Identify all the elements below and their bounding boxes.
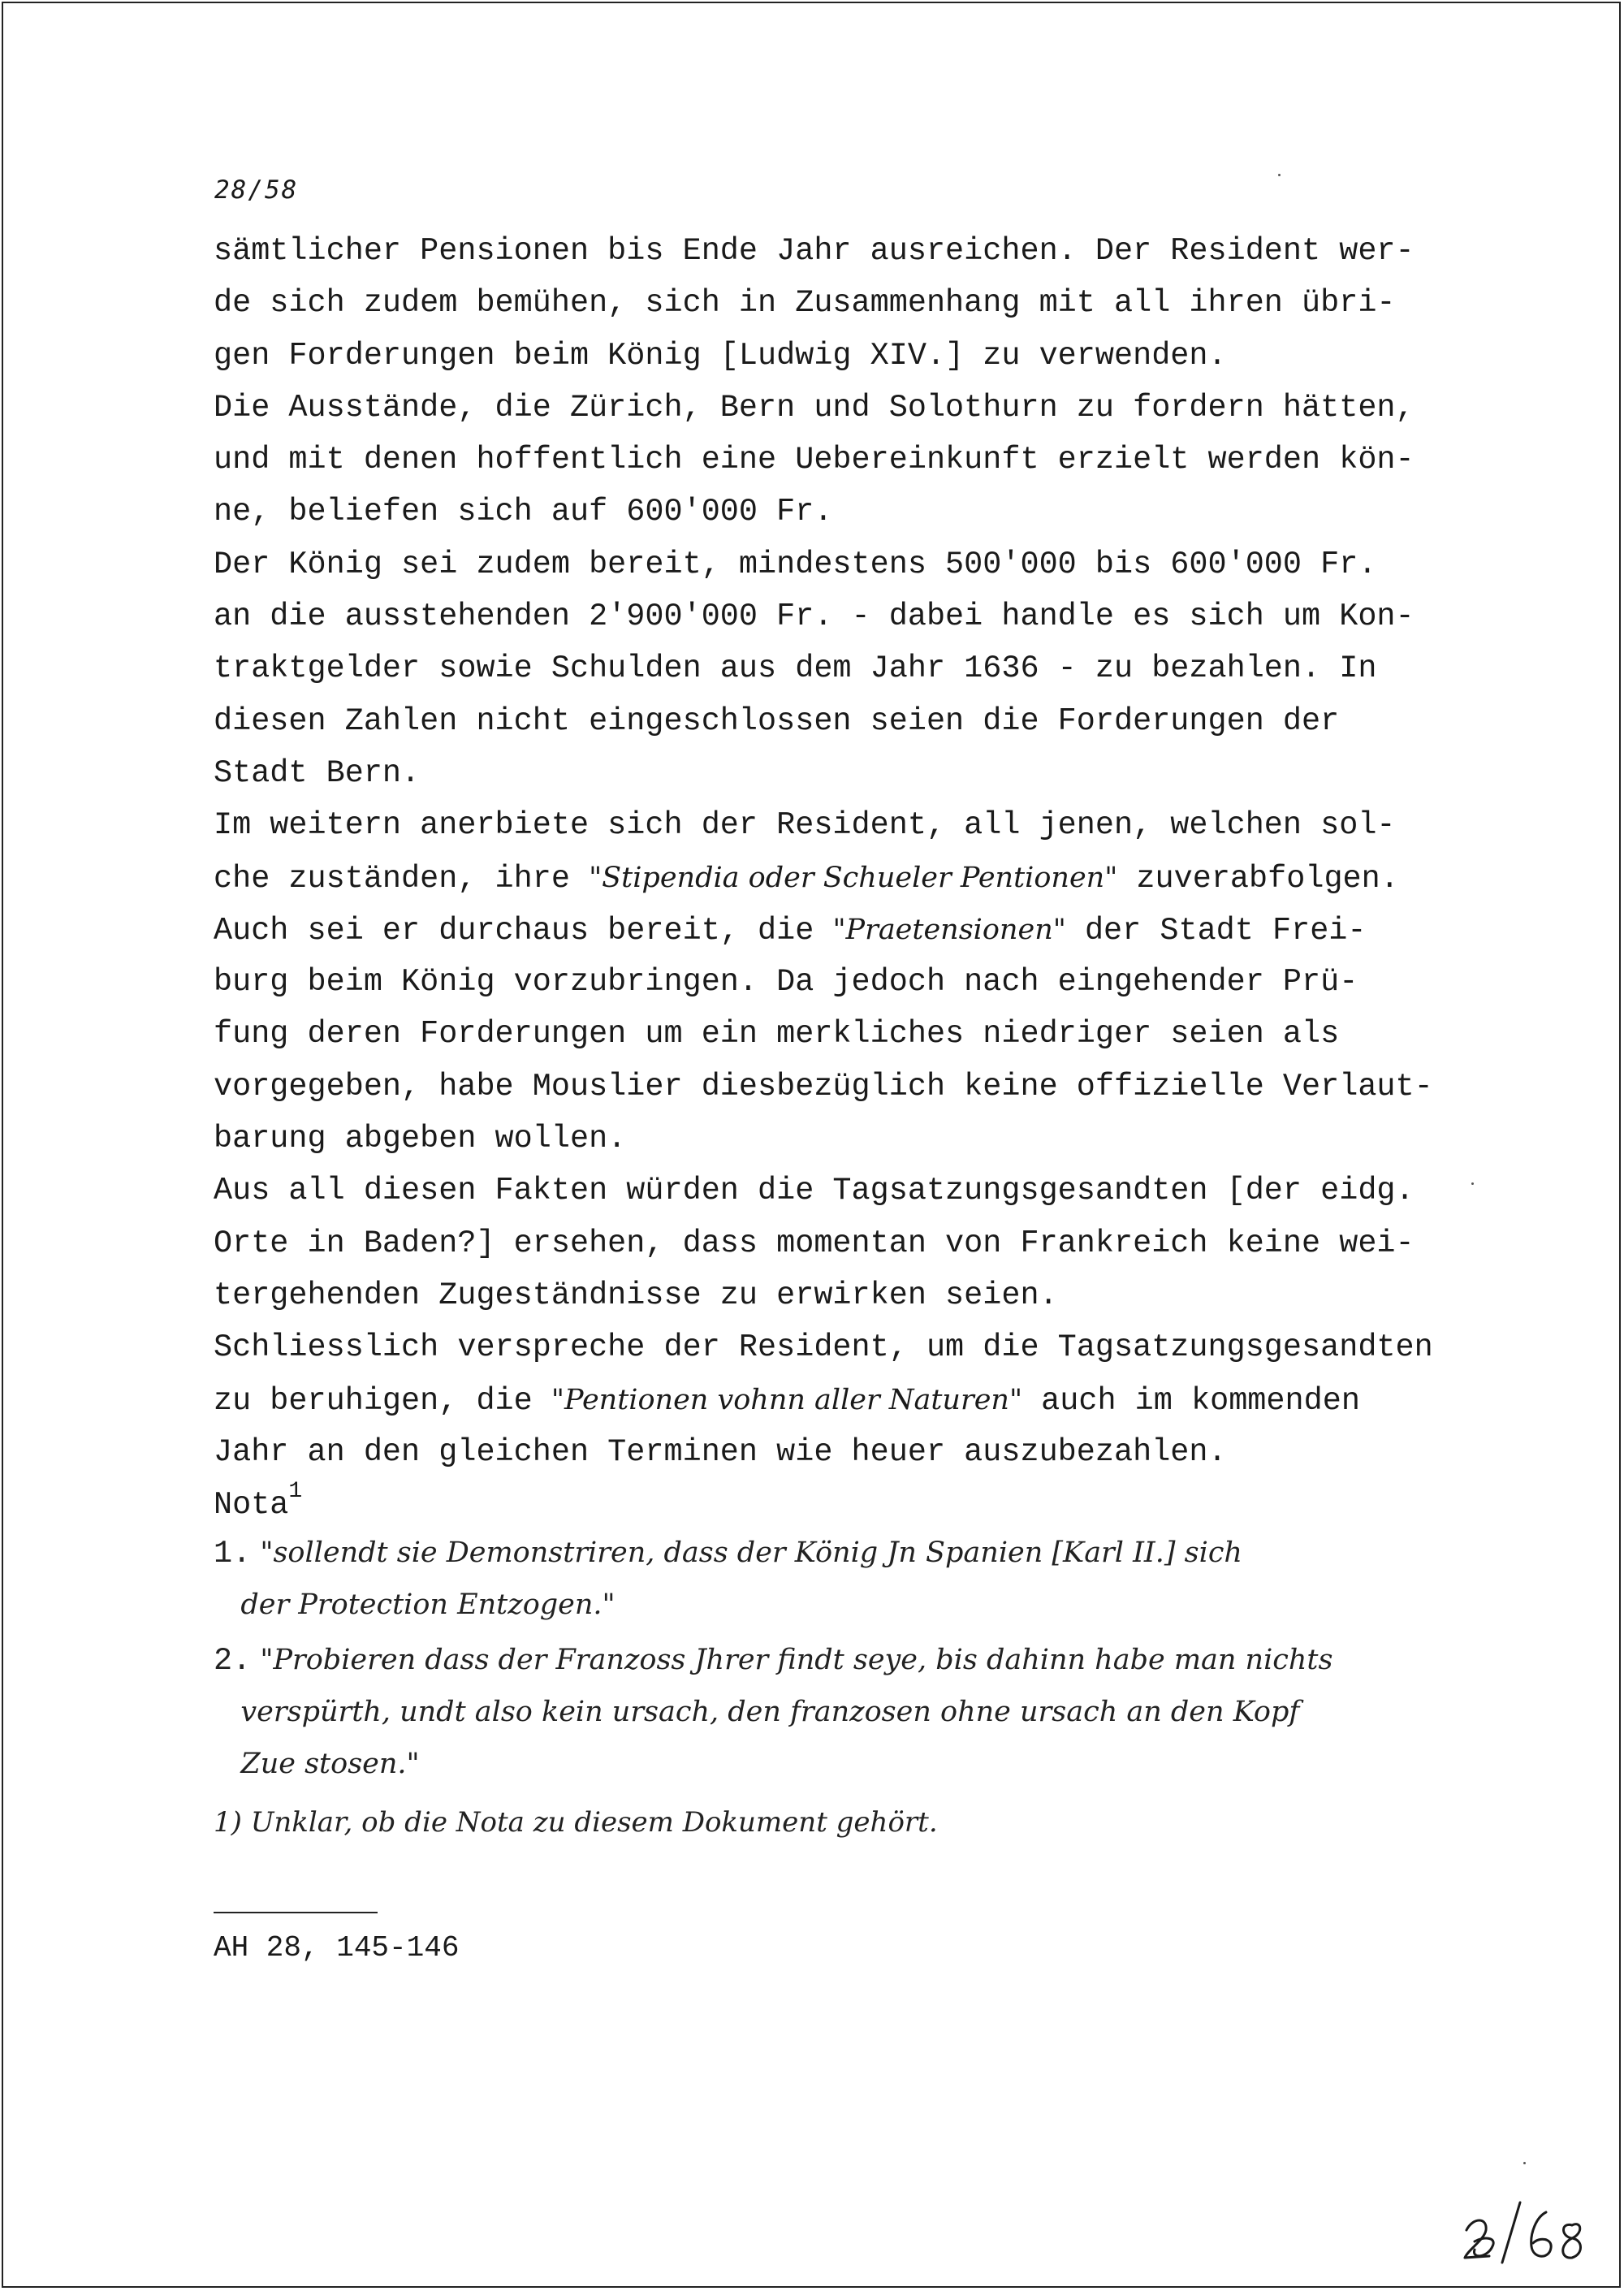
page-number: 28/58 <box>214 175 299 205</box>
line-text: auch im kommenden <box>1022 1382 1360 1419</box>
nota-item-number: 2. <box>214 1643 252 1679</box>
body-line: fung deren Forderungen um ein merkliches niedriger seien als <box>214 1016 1340 1053</box>
line-text: der Stadt Frei- <box>1065 912 1367 949</box>
body-line: gen Forderungen beim König [Ludwig XIV.] zu verwenden. <box>214 337 1227 374</box>
source-reference: AH 28, 145-146 <box>214 1931 460 1965</box>
body-line: tergehenden Zugeständnisse zu erwirken seien. <box>214 1277 1058 1313</box>
scan-speck <box>1278 174 1281 176</box>
nota-item-line <box>214 1686 1545 1738</box>
nota-item-2 <box>214 1634 1545 1790</box>
scan-speck <box>1471 1182 1474 1185</box>
body-line: diesen Zahlen nicht eingeschlossen seien die Forderungen der <box>214 702 1340 739</box>
quoted-term: "Praetensionen" <box>832 913 1066 946</box>
nota-quote-text: der Protection Entzogen." <box>240 1589 615 1621</box>
nota-item-line <box>214 1738 1545 1790</box>
nota-item-line <box>214 1634 1545 1686</box>
nota-item-line <box>214 1527 1545 1579</box>
body-line: an die ausstehenden 2'900'000 Fr. - dabei handle es sich um Kon- <box>214 599 1415 635</box>
nota-item-1 <box>214 1527 1545 1631</box>
footnote-divider <box>214 1912 378 1913</box>
body-line: Jahr an den gleichen Terminen wie heuer auszubezahlen. <box>214 1433 1227 1470</box>
line-text: Auch sei er durchaus bereit, die <box>214 912 833 949</box>
nota-quote-text: "sollendt sie Demonstriren, dass der König Jn Spanien [Karl II.] sich <box>260 1537 1242 1569</box>
body-line-praetensionen <box>214 904 1513 956</box>
line-text: zu beruhigen, die <box>214 1382 551 1419</box>
handwritten-page-mark <box>1460 2193 1598 2267</box>
nota-heading <box>214 1476 302 1525</box>
nota-quote-text: Zue stosen." <box>240 1748 420 1780</box>
body-line: ne, beliefen sich auf 600'000 Fr. <box>214 494 833 530</box>
body-line: Aus all diesen Fakten würden die Tagsatzungsgesandten [der eidg. <box>214 1173 1415 1209</box>
quoted-term: "Pentionen vohnn aller Naturen" <box>551 1383 1023 1416</box>
body-line: burg beim König vorzubringen. Da jedoch nach eingehender Prü- <box>214 964 1358 1001</box>
body-line: Der König sei zudem bereit, mindestens 500'000 bis 600'000 Fr. <box>214 546 1377 582</box>
body-text <box>214 225 1513 1478</box>
footnote-mark: 1 <box>288 1479 303 1504</box>
body-line: Schliesslich verspreche der Resident, um die Tagsatzungsgesandten <box>214 1329 1433 1366</box>
nota-quote-text: verspürth, undt also kein ursach, den franzosen ohne ursach an den Kopf <box>240 1696 1300 1728</box>
body-line: barung abgeben wollen. <box>214 1121 627 1157</box>
nota-label: Nota <box>214 1486 289 1523</box>
footnote: 1) Unklar, ob die Nota zu diesem Dokument gehört. <box>214 1806 938 1839</box>
quoted-term: "Stipendia oder Schueler Pentionen" <box>589 861 1118 894</box>
body-line-stipendia <box>214 852 1513 904</box>
body-line-pentionen <box>214 1374 1513 1426</box>
body-line: vorgegeben, habe Mouslier diesbezüglich keine offizielle Verlaut- <box>214 1068 1433 1104</box>
line-text: che zuständen, ihre <box>214 860 590 897</box>
nota-item-number: 1. <box>214 1536 252 1571</box>
body-line: de sich zudem bemühen, sich in Zusammenhang mit all ihren übri- <box>214 285 1396 322</box>
body-line: sämtlicher Pensionen bis Ende Jahr ausreichen. Der Resident wer- <box>214 233 1415 269</box>
body-line: Die Ausstände, die Zürich, Bern und Solothurn zu fordern hätten, <box>214 389 1415 426</box>
body-line: Im weitern anerbiete sich der Resident, all jenen, welchen sol- <box>214 807 1396 844</box>
line-text: zuverabfolgen. <box>1117 860 1399 897</box>
body-line: Stadt Bern. <box>214 754 421 791</box>
scan-speck <box>1523 2162 1526 2164</box>
body-line: traktgelder sowie Schulden aus dem Jahr 1636 - zu bezahlen. In <box>214 651 1377 687</box>
nota-item-line <box>214 1579 1545 1631</box>
body-line: Orte in Baden?] ersehen, dass momentan von Frankreich keine wei- <box>214 1225 1415 1261</box>
nota-quote-text: "Probieren dass der Franzoss Jhrer findt seye, bis dahinn habe man nichts <box>260 1644 1333 1676</box>
body-line: und mit denen hoffentlich eine Uebereinkunft erzielt werden kön- <box>214 442 1415 478</box>
